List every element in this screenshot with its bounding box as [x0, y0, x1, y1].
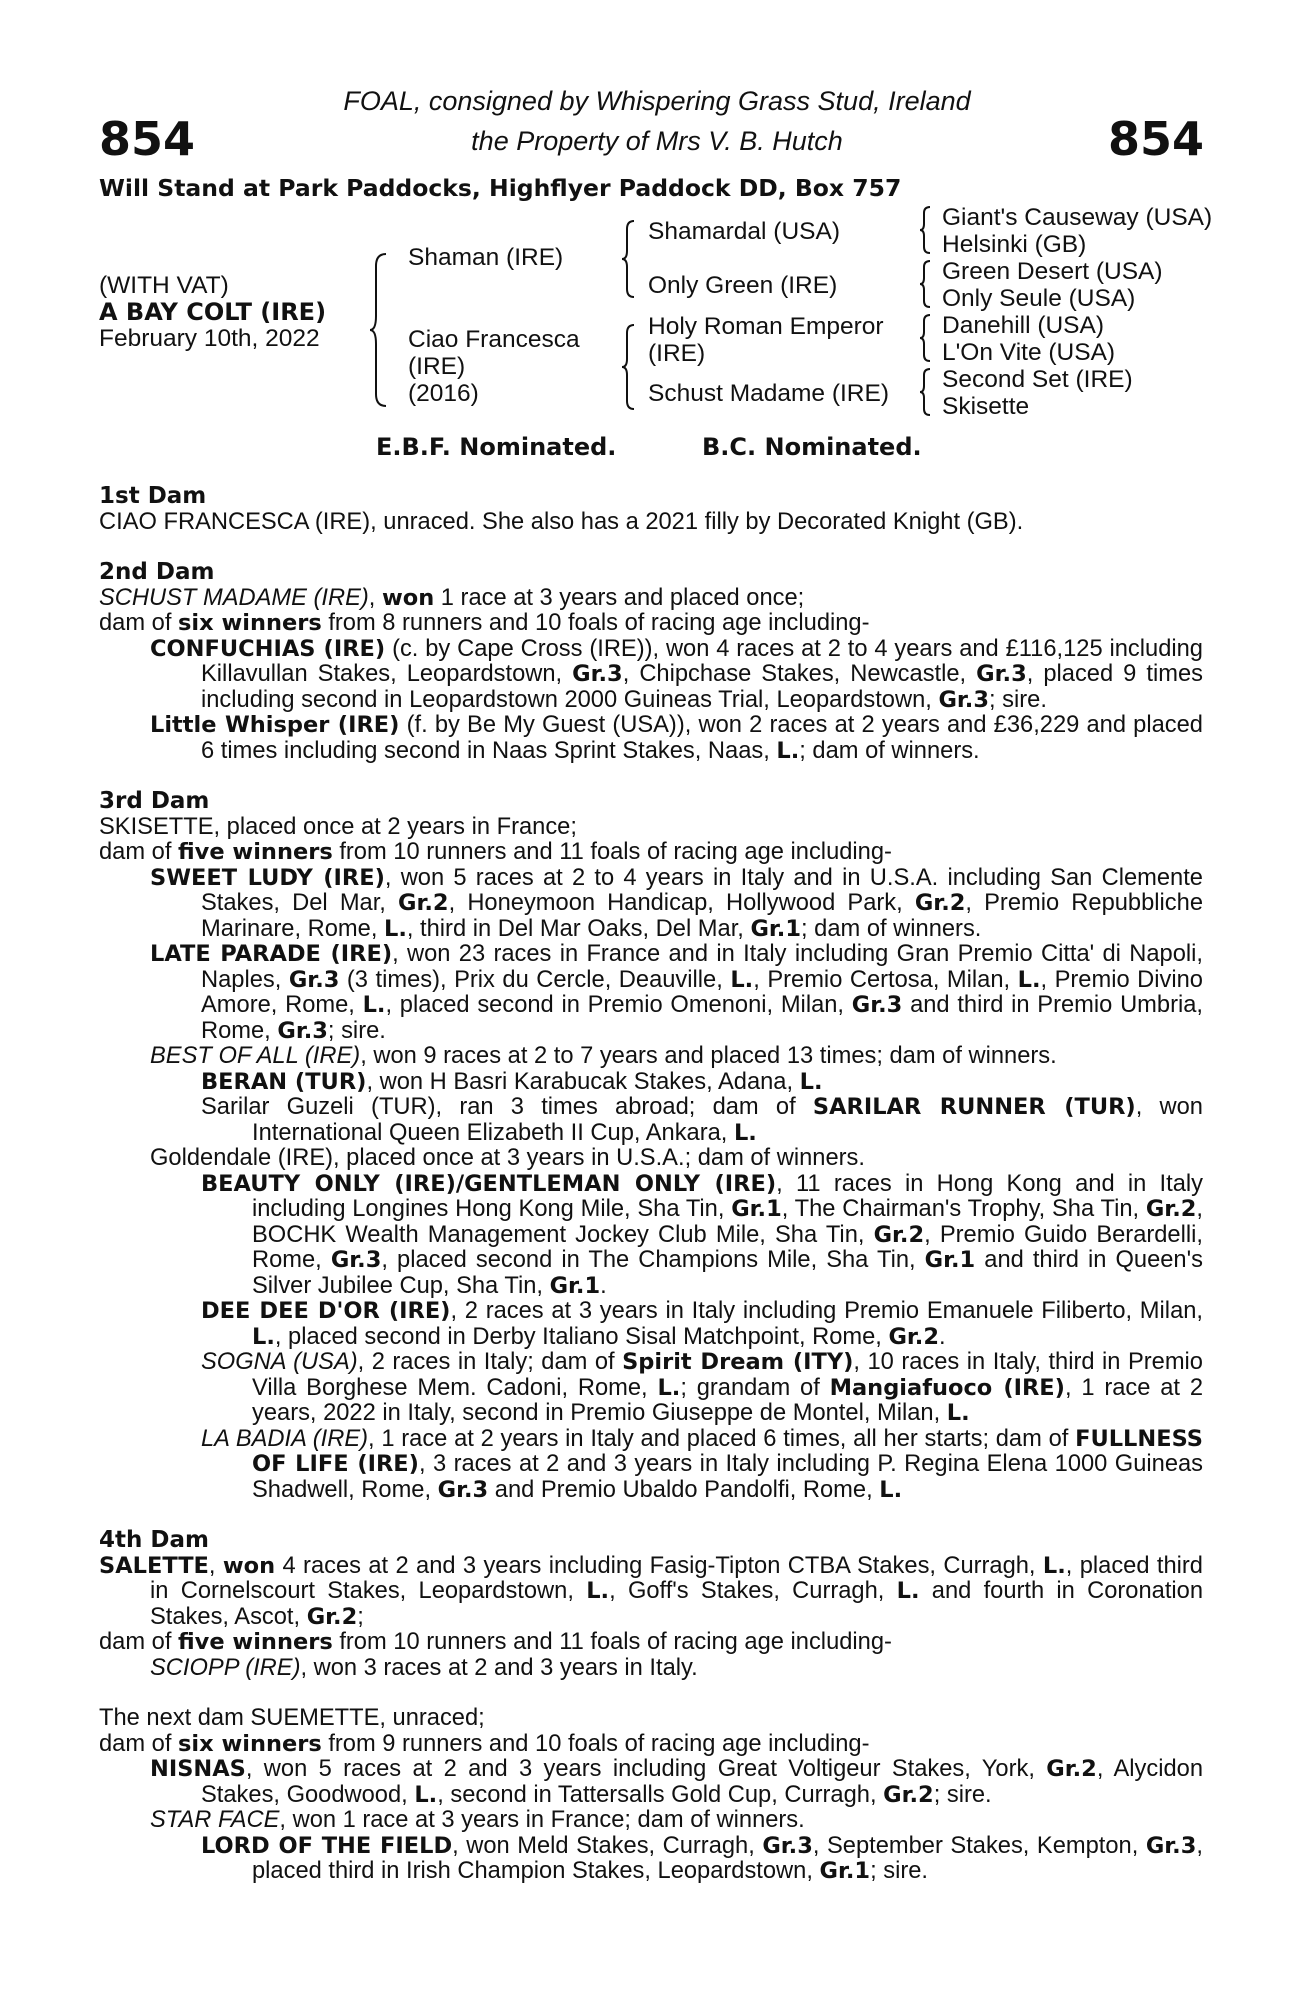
bold-text: L.	[586, 1578, 610, 1604]
section-heading: 4th Dam	[99, 1527, 209, 1553]
brace-sd	[918, 258, 932, 310]
bold-text: Gr.2	[1046, 1756, 1097, 1782]
bold-text: BERAN (TUR)	[201, 1068, 367, 1095]
text: , Alycidon Stakes, Goodwood,	[201, 1756, 1204, 1808]
produce-record	[201, 1299, 1203, 1350]
text: , won 23 races in France and in Italy including Gran Premio Citta' di Napoli, Naples,	[201, 941, 1203, 993]
bold-text: Little Whisper (IRE)	[150, 712, 400, 738]
dam-section	[99, 789, 1203, 1503]
text: ; grandam of	[680, 1374, 830, 1401]
sire-dam: Only Green (IRE)	[648, 272, 838, 299]
bold-text: six winners	[178, 1730, 322, 1757]
bold-text: Gr.3	[330, 1247, 382, 1273]
bold-text: SWEET LUDY (IRE)	[150, 864, 385, 891]
text: , Premio Divino Amore, Rome,	[201, 966, 1203, 1018]
text: CIAO FRANCESCA (IRE), unraced. She also has a 2021 filly by Decorated Knight (GB).	[99, 508, 1024, 535]
bold-text: NISNAS	[150, 1756, 246, 1782]
text: ; sire.	[933, 1781, 992, 1808]
text: , placed 9 times including second in Leopardstown 2000 Guineas Trial, Leopardstown,	[201, 661, 1203, 713]
text: Goldendale (IRE), placed once at 3 years in U.S.A.; dam of winners.	[150, 1145, 865, 1171]
dam-record	[99, 1630, 1203, 1656]
sd-dam: Only Seule (USA)	[942, 285, 1136, 312]
text: The next dam SUEMETTE, unraced;	[99, 1705, 485, 1731]
vat-note: (WITH VAT)	[99, 272, 229, 299]
text: Sarilar Guzeli (TUR), ran 3 times abroad; dam of	[201, 1094, 813, 1120]
section-heading: 3rd Dam	[99, 788, 210, 814]
ds-dam: L'On Vite (USA)	[942, 339, 1116, 366]
text: dam of	[99, 1730, 178, 1757]
text: dam of	[99, 839, 178, 865]
text: , won 5 races at 2 and 3 years including Great Voltigeur Stakes, York,	[245, 1756, 1047, 1782]
bold-text: Gr.3	[1145, 1832, 1197, 1859]
italic-text: LA BADIA (IRE)	[201, 1425, 369, 1452]
bold-text: Gr.1	[924, 1247, 976, 1273]
bold-text: Gr.3	[851, 992, 903, 1018]
text: , September Stakes, Kempton,	[812, 1832, 1146, 1859]
bold-text: Gr.2	[306, 1603, 358, 1630]
text: , Premio Certosa, Milan,	[753, 966, 1018, 993]
ebf-nomination: E.B.F. Nominated.	[376, 433, 617, 461]
dam-name-line1: Ciao Francesca	[408, 326, 580, 353]
bold-text: Gr.2	[888, 1323, 940, 1350]
text: ,	[208, 1552, 223, 1579]
produce-record	[201, 1070, 1203, 1096]
produce-record	[201, 1172, 1203, 1300]
dam-sire-line2: (IRE)	[648, 340, 706, 367]
text: ; dam of winners.	[801, 915, 982, 942]
text: from 10 runners and 11 foals of racing age including-	[332, 839, 892, 865]
text: from 8 runners and 10 foals of racing age including-	[321, 610, 870, 636]
dam-record	[99, 1554, 1203, 1631]
text: and Premio Ubaldo Pandolfi, Rome,	[488, 1476, 880, 1503]
produce-record	[201, 1095, 1203, 1146]
brace-gen1	[368, 250, 390, 410]
dam-record	[99, 1706, 1203, 1732]
text: , 1 race at 2 years, 2022 in Italy, second in Premio Giuseppe de Montel, Milan,	[252, 1374, 1203, 1426]
text: , Honeymoon Handicap, Hollywood Park,	[448, 890, 915, 916]
text: from 10 runners and 11 foals of racing age including-	[332, 1629, 892, 1655]
dam-section	[99, 560, 1203, 764]
text: , third in Del Mar Oaks, Del Mar,	[406, 915, 751, 942]
produce-record	[150, 1757, 1203, 1808]
produce-record	[201, 1350, 1203, 1427]
text: , 3 races at 2 and 3 years in Italy including P. Regina Elena 1000 Guineas Shadwell, Rome,	[252, 1451, 1204, 1503]
dam-section	[99, 484, 1203, 535]
dam-line-catalogue	[99, 484, 1203, 1910]
bold-text: Gr.2	[398, 890, 449, 916]
text: ;	[357, 1603, 364, 1630]
bold-text: Gr.1	[750, 915, 801, 942]
bold-text: Spirit Dream (ITY)	[622, 1349, 854, 1375]
bold-text: L.	[776, 737, 800, 764]
dam-name-line3: (2016)	[408, 380, 479, 407]
bold-text: SARILAR RUNNER (TUR)	[812, 1094, 1136, 1120]
italic-text: SCIOPP (IRE)	[150, 1654, 301, 1681]
text: , Chipchase Stakes, Newcastle,	[622, 661, 977, 687]
text: , Premio Repubbliche Marinare, Rome,	[201, 890, 1203, 942]
text: , won H Basri Karabucak Stakes, Adana,	[366, 1068, 800, 1095]
bold-text: L.	[879, 1476, 903, 1503]
text: and third in Premio Umbria, Rome,	[201, 992, 1203, 1044]
text: , won International Queen Elizabeth II Cup, Ankara,	[252, 1094, 1203, 1146]
bold-text: L.	[1017, 966, 1041, 993]
bold-text: six winners	[178, 610, 322, 636]
text: , placed second in Premio Omenoni, Milan,	[385, 992, 852, 1018]
bold-text: Gr.2	[873, 1221, 925, 1248]
italic-text: STAR FACE	[150, 1807, 280, 1833]
bold-text: L.	[1042, 1552, 1066, 1579]
produce-record	[150, 1044, 1203, 1070]
text: (3 times), Prix du Cercle, Deauville,	[339, 966, 731, 993]
text: 1 race at 3 years and placed once;	[434, 584, 805, 611]
bold-text: Mangiafuoco (IRE)	[829, 1374, 1065, 1401]
brace-dd	[918, 366, 932, 418]
dam-record	[99, 1732, 1203, 1758]
italic-text: BEST OF ALL (IRE)	[150, 1043, 361, 1069]
bold-text: L.	[730, 966, 754, 993]
text: , Goff's Stakes, Curragh,	[609, 1578, 897, 1604]
text: , placed second in Derby Italiano Sisal Matchpoint, Rome,	[274, 1323, 889, 1350]
bold-text: Gr.1	[731, 1196, 782, 1222]
text: , 10 races in Italy, third in Premio Villa Borghese Mem. Cadoni, Rome,	[252, 1349, 1203, 1401]
bold-text: Gr.3	[437, 1476, 489, 1503]
section-heading: 1st Dam	[99, 483, 207, 509]
dam-dam: Schust Madame (IRE)	[648, 380, 889, 407]
dam-section	[99, 1706, 1203, 1885]
text: dam of	[99, 610, 178, 636]
text: , won 9 races at 2 to 7 years and placed 13 times; dam of winners.	[360, 1043, 1057, 1069]
brace-sire	[620, 218, 636, 300]
bold-text: FULLNESS OF LIFE (IRE)	[252, 1425, 1203, 1477]
text: , Premio Guido Berardelli, Rome,	[252, 1221, 1203, 1273]
text: 4 races at 2 and 3 years including Fasig-Tipton CTBA Stakes, Curragh,	[275, 1552, 1043, 1579]
consignor-line: FOAL, consigned by Whispering Grass Stud, Ireland	[343, 86, 971, 116]
produce-record	[150, 637, 1203, 714]
produce-record	[150, 942, 1203, 1044]
bold-text: L.	[799, 1068, 823, 1095]
lot-name: A BAY COLT (IRE)	[99, 298, 327, 326]
text: , placed second in The Champions Mile, Sha Tin,	[381, 1247, 925, 1273]
property-line: the Property of Mrs V. B. Hutch	[471, 126, 843, 156]
text: ; sire.	[989, 686, 1047, 713]
dam-name-line2: (IRE)	[408, 353, 466, 380]
text: ; sire.	[327, 1017, 386, 1044]
text: .	[600, 1272, 607, 1299]
section-heading: 2nd Dam	[99, 559, 215, 585]
bold-text: L.	[896, 1578, 920, 1604]
sire-sire: Shamardal (USA)	[648, 218, 840, 245]
text: , 2 races in Italy; dam of	[357, 1349, 623, 1375]
bold-text: LATE PARADE (IRE)	[150, 941, 393, 967]
text: dam of	[99, 1629, 178, 1655]
produce-record	[201, 1427, 1203, 1504]
text: ,	[368, 584, 382, 611]
bold-text: won	[222, 1552, 276, 1579]
bold-text: L.	[414, 1781, 438, 1808]
text: .	[939, 1323, 946, 1350]
bold-text: L.	[252, 1323, 275, 1350]
bold-text: five winners	[178, 1629, 333, 1655]
text: SKISETTE, placed once at 2 years in France;	[99, 813, 577, 840]
dd-dam: Skisette	[942, 393, 1030, 420]
dam-section	[99, 1528, 1203, 1681]
text: from 9 runners and 10 foals of racing age including-	[321, 1730, 870, 1757]
brace-ds	[918, 312, 932, 364]
text: , won Meld Stakes, Curragh,	[452, 1832, 763, 1859]
bold-text: Gr.1	[549, 1272, 601, 1299]
text: , 2 races at 3 years in Italy including Premio Emanuele Filiberto, Milan,	[450, 1298, 1203, 1324]
text: , won 5 races at 2 to 4 years in Italy and in U.S.A. including San Clemente Stakes, Del Mar,	[201, 864, 1203, 916]
bold-text: Gr.3	[277, 1017, 328, 1044]
lot-number-left: 854	[99, 112, 196, 166]
dam-sire-line1: Holy Roman Emperor	[648, 313, 884, 340]
ss-dam: Helsinki (GB)	[942, 231, 1087, 258]
bold-text: SALETTE	[99, 1552, 209, 1579]
bold-text: Gr.3	[762, 1832, 813, 1859]
bold-text: Gr.2	[883, 1781, 934, 1808]
dam-record	[99, 586, 1203, 612]
sd-sire: Green Desert (USA)	[942, 258, 1163, 285]
bold-text: L.	[733, 1119, 757, 1146]
text: and fourth in Coronation Stakes, Ascot,	[150, 1578, 1204, 1630]
sire-name: Shaman (IRE)	[408, 244, 564, 271]
bold-text: LORD OF THE FIELD	[201, 1832, 453, 1859]
bold-text: Gr.3	[976, 661, 1027, 687]
text: , won 3 races at 2 and 3 years in Italy.	[300, 1654, 698, 1681]
stand-location: Will Stand at Park Paddocks, Highflyer Paddock DD, Box 757	[99, 174, 902, 202]
dam-record	[99, 840, 1203, 866]
italic-text: SCHUST MADAME (IRE)	[99, 584, 369, 611]
bold-text: CONFUCHIAS (IRE)	[150, 635, 386, 662]
produce-record	[201, 1834, 1203, 1885]
bold-text: BEAUTY ONLY (IRE)/GENTLEMAN ONLY (IRE)	[201, 1170, 777, 1197]
bold-text: Gr.2	[914, 890, 966, 916]
text: , 11 races in Hong Kong and in Italy including Longines Hong Kong Mile, Sha Tin,	[252, 1170, 1203, 1222]
text: , won 1 race at 3 years in France; dam of winners.	[279, 1807, 805, 1833]
bold-text: Gr.1	[819, 1858, 871, 1884]
brace-dam	[620, 322, 636, 412]
bold-text: DEE DEE D'OR (IRE)	[201, 1298, 451, 1324]
text: , placed third in Irish Champion Stakes, Leopardstown,	[252, 1832, 1203, 1884]
bold-text: L.	[946, 1400, 970, 1426]
produce-record	[150, 866, 1203, 943]
brace-ss	[918, 204, 932, 256]
text: , second in Tattersalls Gold Cup, Curragh,	[437, 1781, 884, 1808]
bold-text: L.	[657, 1374, 681, 1401]
bc-nomination: B.C. Nominated.	[702, 433, 922, 461]
bold-text: L.	[362, 992, 386, 1018]
bold-text: Gr.3	[288, 966, 340, 993]
produce-record	[150, 1808, 1203, 1834]
text: (c. by Cape Cross (IRE)), won 4 races at 2 to 4 years and £116,125 including Killavullan Stakes, Leopardstown,	[201, 635, 1203, 687]
text: , BOCHK Wealth Management Jockey Club Mile, Sha Tin,	[252, 1196, 1203, 1248]
text: and third in Queen's Silver Jubilee Cup, Sha Tin,	[252, 1247, 1203, 1299]
bold-text: Gr.3	[572, 661, 623, 687]
ds-sire: Danehill (USA)	[942, 312, 1105, 339]
dam-record	[99, 611, 1203, 637]
produce-record	[150, 1656, 1203, 1682]
text: ; dam of winners.	[799, 737, 980, 764]
bold-text: Gr.2	[1145, 1196, 1197, 1222]
foaling-date: February 10th, 2022	[99, 325, 320, 352]
italic-text: SOGNA (USA)	[201, 1349, 358, 1375]
bold-text: won	[381, 584, 435, 611]
text: , 1 race at 2 years in Italy and placed 6 times, all her starts; dam of	[368, 1425, 1076, 1452]
dd-sire: Second Set (IRE)	[942, 366, 1133, 393]
produce-record	[150, 1146, 1203, 1172]
bold-text: Gr.3	[938, 686, 989, 713]
lot-number-right: 854	[1107, 112, 1204, 166]
dam-record	[99, 815, 1203, 841]
text: , placed third in Cornelscourt Stakes, Leopardstown,	[150, 1552, 1203, 1604]
text: , The Chairman's Trophy, Sha Tin,	[781, 1196, 1146, 1222]
dam-record	[99, 510, 1203, 536]
bold-text: L.	[383, 915, 407, 942]
text: (f. by Be My Guest (USA)), won 2 races at 2 years and £36,229 and placed 6 times including second in Naas Sprint Stakes, Naas,	[201, 712, 1203, 764]
produce-record	[150, 713, 1203, 764]
bold-text: five winners	[178, 839, 333, 865]
ss-sire: Giant's Causeway (USA)	[942, 204, 1213, 231]
text: ; sire.	[870, 1858, 928, 1884]
